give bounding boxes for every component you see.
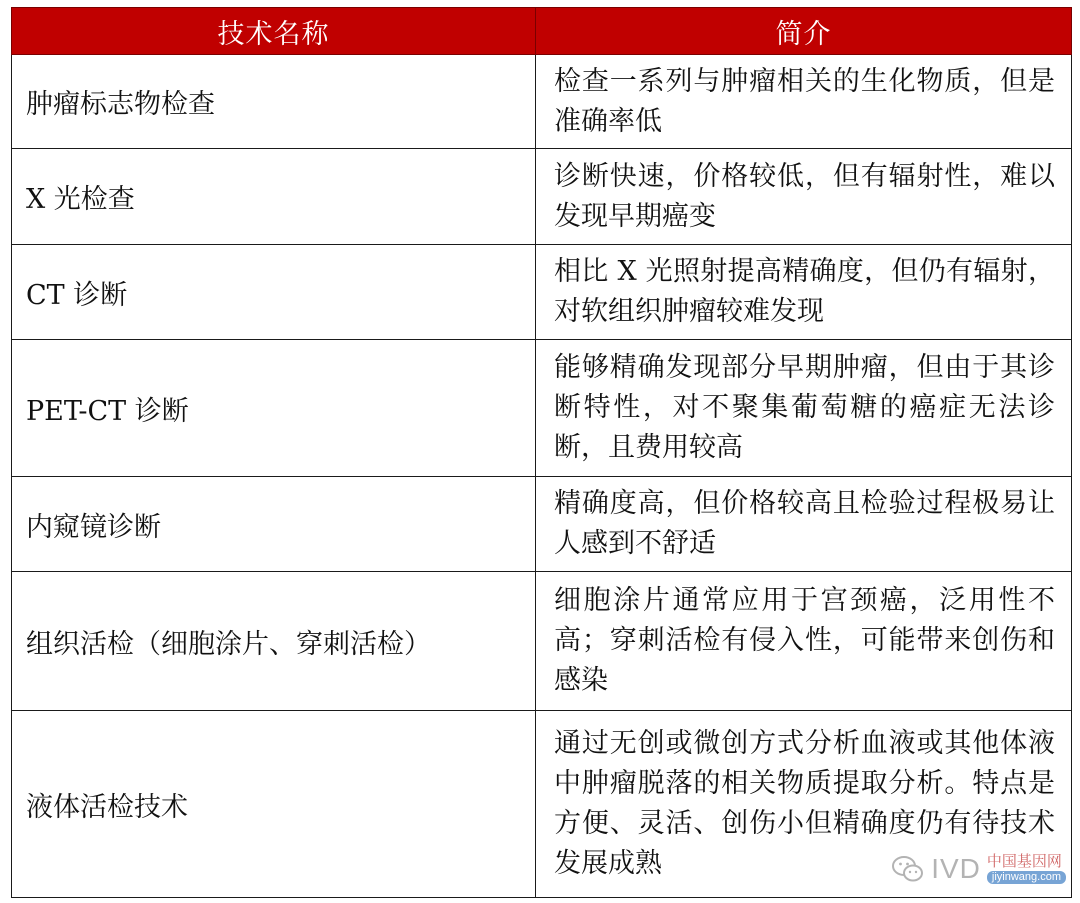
table-row: [12, 340, 1072, 477]
table-row: [12, 245, 1072, 340]
tech-name-cell: 内窥镜诊断: [12, 477, 536, 572]
table-row: [12, 55, 1072, 149]
tech-name-cell: 组织活检（细胞涂片、穿刺活检）: [12, 572, 536, 711]
jiyinwang-logo: [987, 854, 1066, 884]
tech-name-cell: PET-CT 诊断: [12, 340, 536, 477]
table-row: [12, 572, 1072, 711]
header-tech-name: 技术名称: [12, 8, 536, 55]
tech-desc-cell: 精确度高，但价格较高且检验过程极易让人感到不舒适: [536, 477, 1072, 572]
tech-comparison-table: [11, 7, 1072, 898]
tech-name-cell: CT 诊断: [12, 245, 536, 340]
tech-desc-cell: 能够精确发现部分早期肿瘤，但由于其诊断特性，对不聚集葡萄糖的癌症无法诊断，且费用较高: [536, 340, 1072, 477]
table-row: [12, 149, 1072, 245]
logo-chinese-text: 中国基因网: [986, 852, 1062, 870]
tech-name-cell: 液体活检技术: [12, 711, 536, 898]
logo-url-text: jiyinwang.com: [987, 871, 1066, 884]
header-description: 简介: [536, 8, 1072, 55]
tech-desc-cell: 相比 X 光照射提高精确度，但仍有辐射，对软组织肿瘤较难发现: [536, 245, 1072, 340]
tech-desc-cell: 诊断快速，价格较低，但有辐射性，难以发现早期癌变: [536, 149, 1072, 245]
tech-desc-cell: 细胞涂片通常应用于宫颈癌，泛用性不高；穿刺活检有侵入性，可能带来创伤和感染: [536, 572, 1072, 711]
watermark-brand: IVD: [931, 853, 981, 884]
source-watermark: [891, 853, 1066, 885]
tech-name-cell: X 光检查: [12, 149, 536, 245]
table-header-row: [12, 8, 1072, 55]
tech-name-cell: 肿瘤标志物检查: [12, 55, 536, 149]
tech-desc-cell: 检查一系列与肿瘤相关的生化物质，但是准确率低: [536, 55, 1072, 149]
table-row: [12, 477, 1072, 572]
tech-desc-cell: 通过无创或微创方式分析血液或其他体液中肿瘤脱落的相关物质提取分析。特点是方便、灵活、创伤小但精确度仍有待技术发展成熟: [536, 711, 1072, 898]
wechat-icon: [891, 854, 925, 884]
